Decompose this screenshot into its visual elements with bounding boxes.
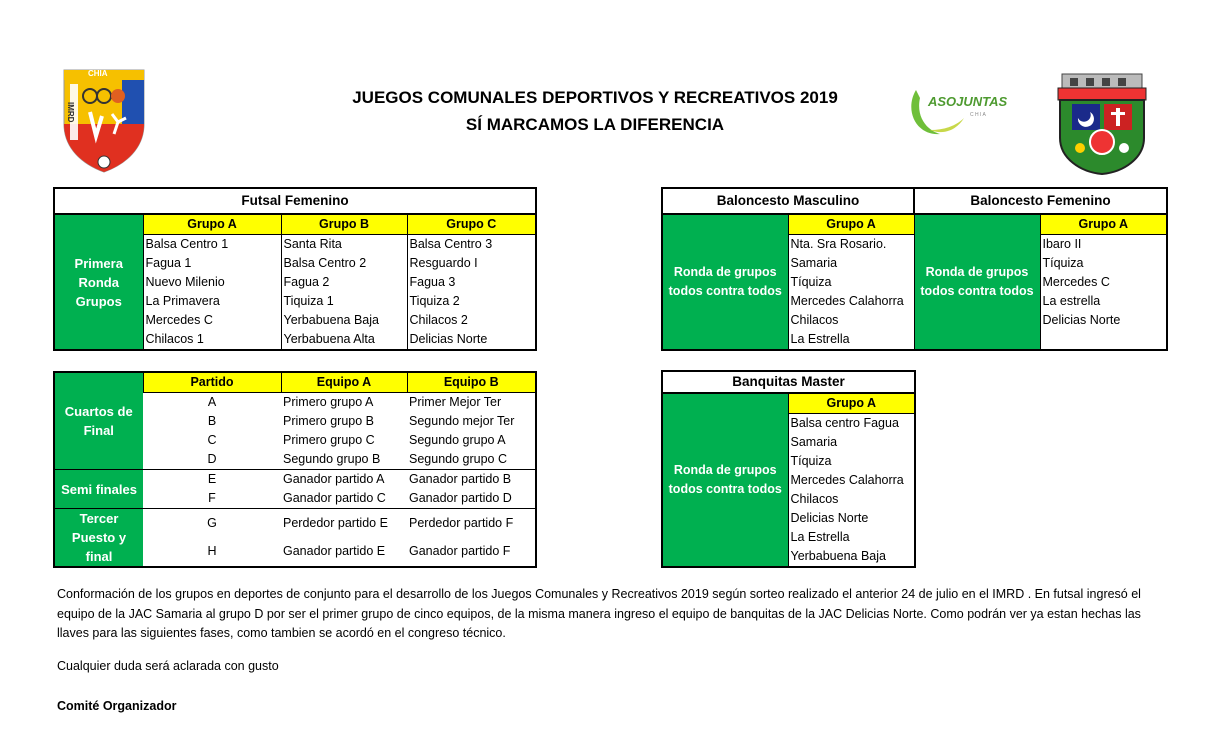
match-team-a: Primero grupo A [283,395,374,409]
futsal-group-a-header: Grupo A [143,214,281,235]
futsal-cell: Santa Rita [281,235,407,255]
logo-left-text: CHIA [88,69,108,78]
baloncesto-masc-round-label: Ronda de grupos todos contra todos [662,214,788,350]
futsal-cell: Fagua 3 [409,275,456,289]
team-cell: Chilacos [790,492,839,506]
match-team-a: Ganador partido A [283,472,385,486]
futsal-cell: Tiquiza 2 [409,294,460,308]
match-team-b: Segundo grupo C [407,450,536,470]
futsal-cell: Balsa Centro 3 [409,237,493,251]
team-cell: La Estrella [790,332,850,346]
futsal-cell: La Primavera [143,292,281,311]
futsal-cell: Fagua 2 [281,273,407,292]
team-cell [1040,330,1167,350]
team-cell: Mercedes Calahorra [790,294,904,308]
stage-label-quarterfinals: Cuartos de Final [54,372,143,470]
match-team-b: Ganador partido F [409,544,511,559]
bracket-header-equipo-b: Equipo B [407,372,536,393]
match-team-a: Primero grupo B [283,414,375,428]
team-cell: La Estrella [790,530,850,544]
futsal-cell: Balsa Centro 1 [143,235,281,255]
futsal-cell: Yerbabuena Baja [281,311,407,330]
stage-label-semifinals: Semi finales [54,470,143,509]
team-cell: Delicias Norte [790,511,869,525]
team-cell: Delicias Norte [1042,313,1121,327]
team-cell: Ibaro II [1042,237,1082,251]
note-text: Cualquier duda será aclarada con gusto [57,659,279,673]
asojuntas-logo [906,80,1006,142]
bracket-header-equipo-a: Equipo A [281,372,407,393]
banquitas-title: Banquitas Master [662,371,915,393]
match-team-a: Ganador partido E [283,544,386,559]
team-cell: Tíquiza [1042,256,1084,270]
baloncesto-masc-title: Baloncesto Masculino [662,188,914,214]
baloncesto-masc-group-header: Grupo A [788,214,914,235]
match-team-a: Primero grupo C [283,433,375,447]
futsal-cell: Nuevo Milenio [143,273,281,292]
match-id: B [207,414,217,428]
table-row [54,509,536,538]
team-cell: Samaria [790,256,838,270]
team-cell: Samaria [790,435,838,449]
match-team-b: Segundo mejor Ter [409,414,515,428]
table-row [54,470,536,490]
team-cell: La estrella [1042,294,1101,308]
futsal-group-b-header: Grupo B [281,214,407,235]
match-id: D [143,450,281,470]
match-team-b: Ganador partido B [409,472,512,486]
futsal-table [53,187,537,351]
futsal-cell: Chilacos 1 [143,330,281,350]
futsal-cell: Mercedes C [143,311,281,330]
match-team-b: Primer Mejor Ter [409,395,502,409]
futsal-round-label: Primera Ronda Grupos [54,214,143,350]
match-team-b: Perdedor partido F [409,515,514,530]
bracket-header-partido: Partido [143,372,281,393]
baloncesto-fem-round-label: Ronda de grupos todos contra todos [914,214,1040,350]
stage-label-final: Tercer Puesto y final [54,509,143,568]
match-team-b: Segundo grupo A [409,433,506,447]
imrd-chia-logo [60,66,148,176]
futsal-cell: Fagua 1 [143,254,281,273]
logo-center-sub: C H I A [970,112,986,118]
match-team-a: Ganador partido C [281,489,407,509]
futsal-cell: Balsa Centro 2 [281,254,407,273]
team-cell: Tíquiza [790,454,832,468]
futsal-group-c-header: Grupo C [407,214,536,235]
match-id: G [207,515,217,530]
team-cell: Balsa centro Fagua [790,416,899,430]
team-cell: Mercedes Calahorra [790,473,904,487]
banquitas-group-header: Grupo A [788,393,915,414]
futsal-cell: Resguardo I [409,256,478,270]
match-id: A [207,395,217,409]
banquitas-table [661,370,916,568]
chia-coat-of-arms [1056,72,1148,176]
bracket-table [53,371,537,568]
team-cell: Tíquiza [790,275,832,289]
match-id: H [207,544,217,559]
info-paragraph: Conformación de los grupos en deportes de conjunto para el desarrollo de los Juegos Comunales y Recreativos 2019 según sorteo realizado el anterior 24 de julio en el IMRD . En futsal ingresó el equipo de la JAC Samaria al grupo D por ser el primer grupo de cinco equipos, de la misma manera ingreso el equipo de banquitas de la JAC Delicias Norte. Como podrán ver ya estan hechas las llaves para las siguientes fases, como tambien se acordó en el congreso técnico. [57,587,1141,640]
banquitas-round-label: Ronda de grupos todos contra todos [662,393,788,567]
baloncesto-fem-title: Baloncesto Femenino [914,188,1167,214]
futsal-cell: Yerbabuena Alta [281,330,407,350]
team-cell: Nta. Sra Rosario. [790,237,887,251]
futsal-title: Futsal Femenino [54,188,536,214]
match-id: F [143,489,281,509]
page-title: JUEGOS COMUNALES DEPORTIVOS Y RECREATIVOS 2019 [352,88,838,107]
match-team-a: Segundo grupo B [281,450,407,470]
baloncesto-table [661,187,1168,351]
team-cell: Yerbabuena Baja [790,549,886,563]
match-team-b: Ganador partido D [407,489,536,509]
team-cell: Chilacos [790,313,839,327]
baloncesto-fem-group-header: Grupo A [1040,214,1167,235]
page-subtitle: SÍ MARCAMOS LA DIFERENCIA [465,115,725,134]
match-id: C [207,433,217,447]
team-cell: Mercedes C [1042,275,1110,289]
futsal-cell: Chilacos 2 [409,313,468,327]
futsal-cell: Delicias Norte [409,332,488,346]
match-team-a: Perdedor partido E [283,515,388,530]
logo-center-text: ASOJUNTAS [928,94,1008,109]
match-id: E [207,472,217,486]
signature: Comité Organizador [57,699,177,713]
logo-left-vertical: IMRD [66,102,75,123]
futsal-cell: Tiquiza 1 [281,292,407,311]
